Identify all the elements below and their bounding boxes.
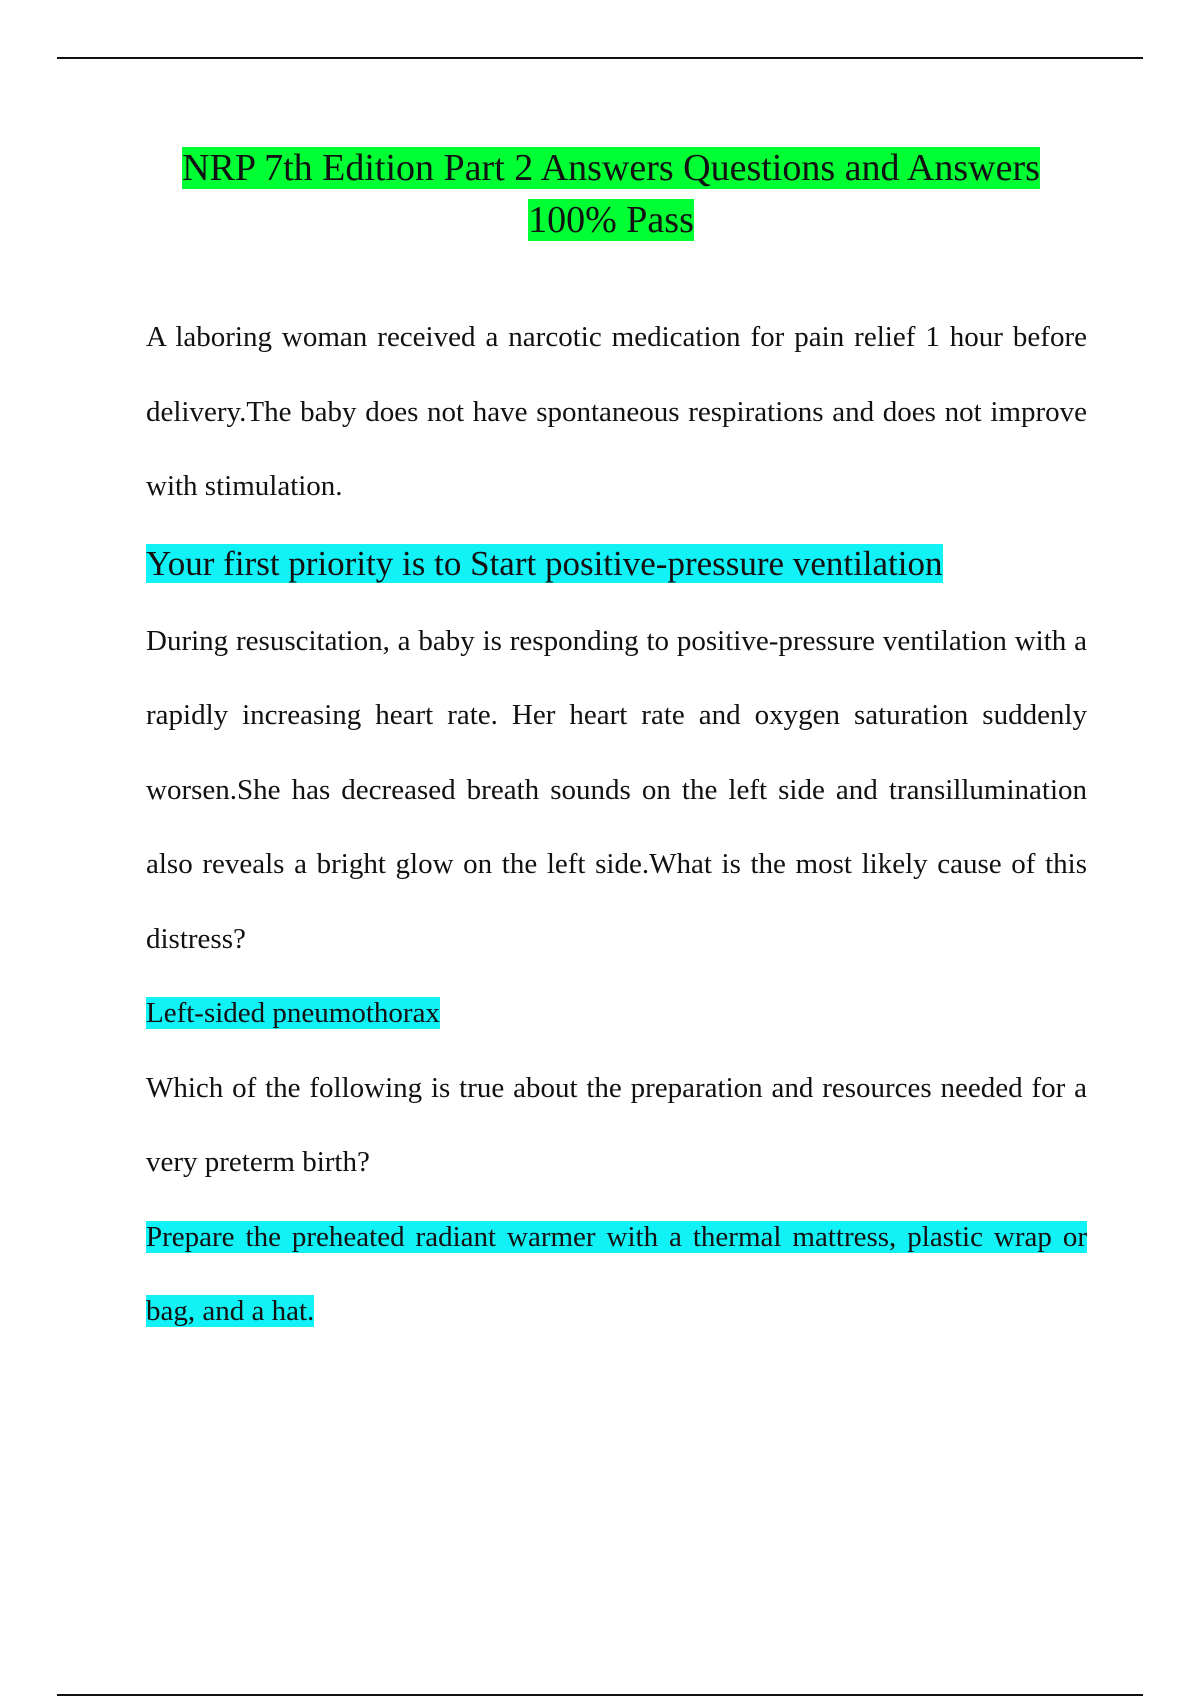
answer-2-text: Left-sided pneumothorax bbox=[146, 997, 440, 1029]
question-3: Which of the following is true about the preparation and resources needed for a very preterm birth? bbox=[146, 1071, 1087, 1178]
qa-content bbox=[146, 300, 1087, 1349]
document-title bbox=[140, 142, 1082, 246]
question-2: During resuscitation, a baby is responding to positive-pressure ventilation with a rapidly increasing heart rate. Her heart rate and oxygen saturation suddenly worsen.She has decreased breath sounds on the left side and transillumination also reveals a bright glow on the left side.What is the most likely cause of this distress? bbox=[146, 624, 1087, 955]
top-rule bbox=[57, 57, 1143, 59]
question-1: A laboring woman received a narcotic medication for pain relief 1 hour before delivery.The baby does not have spontaneous respirations and does not improve with stimulation. bbox=[146, 321, 1087, 502]
title-line-1: NRP 7th Edition Part 2 Answers Questions and Answers bbox=[182, 147, 1040, 189]
bottom-rule bbox=[57, 1694, 1143, 1696]
answer-3 bbox=[146, 1200, 1087, 1349]
answer-1 bbox=[146, 524, 1087, 604]
answer-3-text: Prepare the preheated radiant warmer with a thermal mattress, plastic wrap or bag, and a hat. bbox=[146, 1220, 1087, 1327]
answer-2 bbox=[146, 976, 1087, 1051]
title-line-2: 100% Pass bbox=[528, 199, 694, 241]
answer-1-text: Your first priority is to Start positive-pressure ventilation bbox=[146, 543, 943, 583]
